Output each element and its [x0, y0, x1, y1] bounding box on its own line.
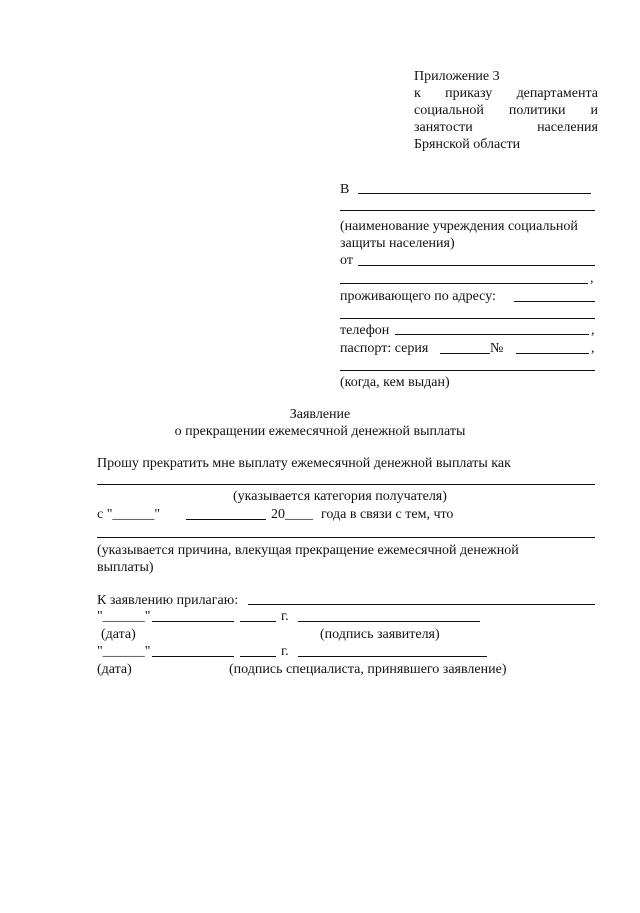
attachments-line[interactable]: [248, 604, 595, 605]
applicant-date-year-line[interactable]: [240, 621, 276, 622]
appendix-line-2: [414, 85, 598, 102]
residing-label: проживающего по адресу:: [340, 289, 496, 304]
reason-caption-1: (указывается причина, влекущая прекращение ежемесячной денежной: [97, 543, 519, 558]
specialist-year-suffix: г.: [281, 644, 289, 659]
appendix-line-4: [414, 119, 598, 136]
appendix-title: Приложение 3: [414, 69, 500, 84]
date-from-prefix: с "______": [97, 507, 161, 522]
applicant-signature-line[interactable]: [298, 621, 480, 622]
passport-label: паспорт: серия: [340, 341, 429, 356]
applicant-date-caption: (дата): [101, 627, 136, 642]
in-connection-text: года в связи с тем, что: [321, 507, 454, 522]
applicant-name-line-1[interactable]: [358, 265, 595, 266]
appendix-word: приказу: [445, 86, 493, 101]
from-prefix: от: [340, 253, 353, 268]
comma: ,: [591, 323, 595, 338]
comma: ,: [590, 271, 594, 286]
year-prefix: 20____: [271, 507, 313, 522]
document-title: Заявление: [289, 407, 351, 422]
address-line-1[interactable]: [514, 301, 595, 302]
applicant-date-quote: "______": [97, 609, 151, 624]
specialist-signature-caption: (подпись специалиста, принявшего заявление): [229, 662, 507, 677]
request-text: Прошу прекратить мне выплату ежемесячной денежной выплаты как: [97, 456, 511, 471]
comma: ,: [591, 341, 595, 356]
institution-caption-2: защиты населения): [340, 236, 455, 251]
appendix-word: и: [590, 103, 598, 118]
appendix-word: департамента: [516, 86, 598, 101]
appendix-line-3: [414, 102, 598, 119]
institution-line-2[interactable]: [340, 210, 595, 211]
issued-caption: (когда, кем выдан): [340, 375, 450, 390]
document-subtitle: о прекращении ежемесячной денежной выплаты: [174, 424, 466, 439]
specialist-signature-line[interactable]: [298, 656, 487, 657]
reason-line[interactable]: [97, 537, 595, 538]
category-caption: (указывается категория получателя): [233, 489, 447, 504]
specialist-date-quote: "______": [97, 644, 151, 659]
appendix-word: к: [414, 86, 421, 101]
reason-caption-2: выплаты): [97, 560, 154, 575]
institution-line-1[interactable]: [358, 193, 591, 194]
number-sign: №: [490, 341, 504, 356]
specialist-date-caption: (дата): [97, 662, 132, 677]
applicant-name-line-2[interactable]: [340, 283, 588, 284]
phone-label: телефон: [340, 323, 390, 338]
appendix-word: политики: [508, 103, 566, 118]
attachments-label: К заявлению прилагаю:: [97, 593, 239, 608]
passport-issued-line[interactable]: [340, 370, 595, 371]
passport-series-line[interactable]: [440, 353, 490, 354]
appendix-word: социальной: [414, 103, 484, 118]
category-line[interactable]: [97, 484, 595, 485]
passport-number-line[interactable]: [516, 353, 589, 354]
institution-caption-1: (наименование учреждения социальной: [340, 219, 578, 234]
address-line-2[interactable]: [340, 318, 595, 319]
appendix-word: населения: [537, 120, 598, 135]
specialist-date-year-line[interactable]: [240, 656, 276, 657]
applicant-year-suffix: г.: [281, 609, 289, 624]
date-from-month-line[interactable]: [186, 519, 266, 520]
applicant-signature-caption: (подпись заявителя): [320, 627, 440, 642]
to-prefix: В: [340, 182, 350, 197]
specialist-date-month-line[interactable]: [152, 656, 234, 657]
appendix-word: занятости: [414, 120, 473, 135]
applicant-date-month-line[interactable]: [152, 621, 234, 622]
appendix-region: Брянской области: [414, 137, 521, 152]
phone-line[interactable]: [395, 334, 589, 335]
